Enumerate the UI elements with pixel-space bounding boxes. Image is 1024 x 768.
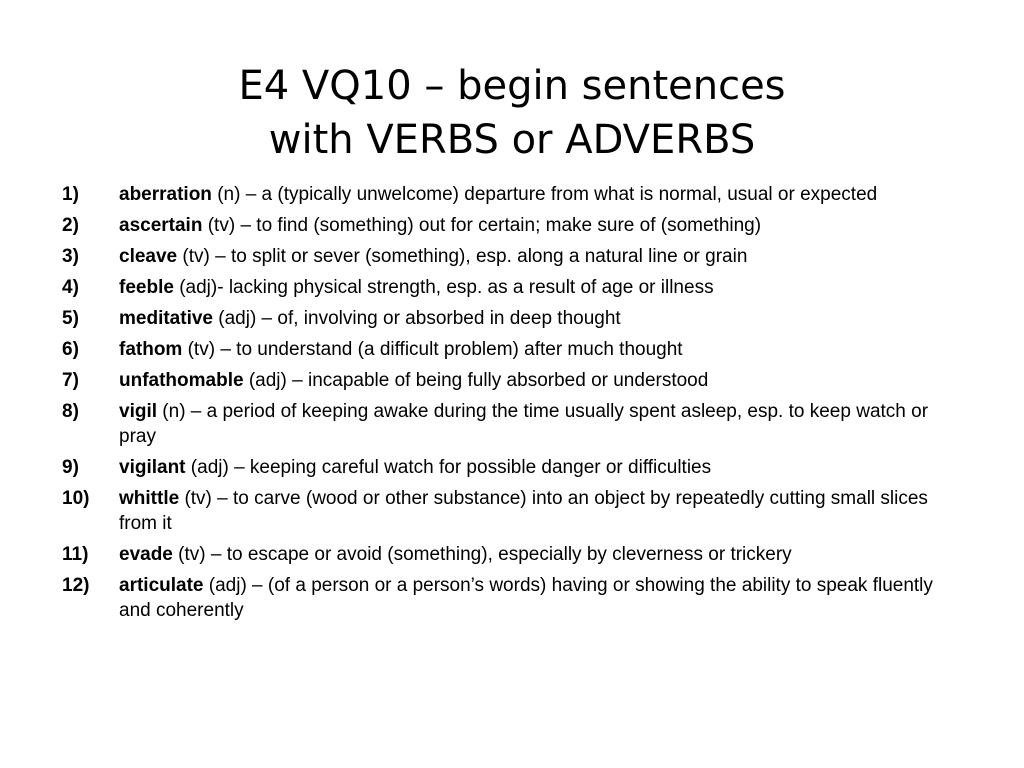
item-number: 7) bbox=[62, 370, 79, 391]
item-definition bbox=[119, 244, 967, 269]
vocab-term: aberration bbox=[119, 184, 212, 205]
item-definition bbox=[119, 399, 967, 449]
item-definition bbox=[119, 573, 967, 623]
item-number: 2) bbox=[62, 215, 79, 236]
list-item bbox=[62, 275, 967, 300]
list-item bbox=[62, 573, 967, 623]
vocab-term: fathom bbox=[119, 339, 183, 360]
term-definition: (adj) – incapable of being fully absorbed or understood bbox=[243, 370, 709, 391]
item-definition bbox=[119, 182, 967, 207]
item-definition bbox=[119, 306, 967, 331]
list-item bbox=[62, 542, 967, 567]
vocab-term: unfathomable bbox=[119, 370, 244, 391]
list-item bbox=[62, 455, 967, 480]
list-item bbox=[62, 244, 967, 269]
vocab-term: vigil bbox=[119, 401, 158, 422]
term-definition: (tv) – to understand (a difficult problem) after much thought bbox=[182, 339, 683, 360]
term-definition: (adj)- lacking physical strength, esp. as a result of age or illness bbox=[173, 277, 714, 298]
item-definition bbox=[119, 275, 967, 300]
term-definition: (tv) – to carve (wood or other substance) into an object by repeatedly cutting small slices from it bbox=[119, 488, 928, 534]
title-line-2: with VERBS or ADVERBS bbox=[268, 116, 756, 163]
vocab-term: meditative bbox=[119, 308, 213, 329]
vocab-term: cleave bbox=[119, 246, 178, 267]
slide-title bbox=[60, 59, 964, 167]
list-item bbox=[62, 306, 967, 331]
list-item bbox=[62, 399, 967, 449]
item-number: 8) bbox=[62, 401, 79, 422]
vocabulary-list bbox=[62, 182, 967, 629]
term-definition: (n) – a period of keeping awake during the time usually spent asleep, esp. to keep watch or pray bbox=[119, 401, 929, 447]
vocab-term: articulate bbox=[119, 575, 204, 596]
item-definition bbox=[119, 542, 967, 567]
vocab-term: ascertain bbox=[119, 215, 203, 236]
item-definition bbox=[119, 368, 967, 393]
vocab-term: evade bbox=[119, 544, 173, 565]
item-definition bbox=[119, 455, 967, 480]
item-number: 4) bbox=[62, 277, 79, 298]
item-number: 3) bbox=[62, 246, 79, 267]
term-definition: (adj) – keeping careful watch for possible danger or difficulties bbox=[185, 457, 712, 478]
term-definition: (adj) – (of a person or a person’s words) having or showing the ability to speak fluently and coherently bbox=[119, 575, 933, 621]
term-definition: (tv) – to find (something) out for certain; make sure of (something) bbox=[202, 215, 762, 236]
vocab-term: feeble bbox=[119, 277, 174, 298]
list-item bbox=[62, 182, 967, 207]
list-item bbox=[62, 213, 967, 238]
list-item bbox=[62, 368, 967, 393]
item-number: 11) bbox=[62, 544, 89, 565]
item-number: 5) bbox=[62, 308, 79, 329]
item-number: 6) bbox=[62, 339, 79, 360]
item-definition bbox=[119, 213, 967, 238]
term-definition: (tv) – to escape or avoid (something), especially by cleverness or trickery bbox=[172, 544, 792, 565]
term-definition: (adj) – of, involving or absorbed in deep thought bbox=[212, 308, 621, 329]
item-definition bbox=[119, 486, 967, 536]
item-number: 12) bbox=[62, 575, 90, 596]
list-item bbox=[62, 486, 967, 536]
title-line-1: E4 VQ10 – begin sentences bbox=[238, 62, 786, 109]
item-definition bbox=[119, 337, 967, 362]
term-definition: (n) – a (typically unwelcome) departure from what is normal, usual or expected bbox=[211, 184, 878, 205]
vocab-term: whittle bbox=[119, 488, 180, 509]
item-number: 9) bbox=[62, 457, 79, 478]
list-item bbox=[62, 337, 967, 362]
vocab-term: vigilant bbox=[119, 457, 186, 478]
item-number: 1) bbox=[62, 184, 79, 205]
term-definition: (tv) – to split or sever (something), esp. along a natural line or grain bbox=[177, 246, 748, 267]
item-number: 10) bbox=[62, 488, 90, 509]
